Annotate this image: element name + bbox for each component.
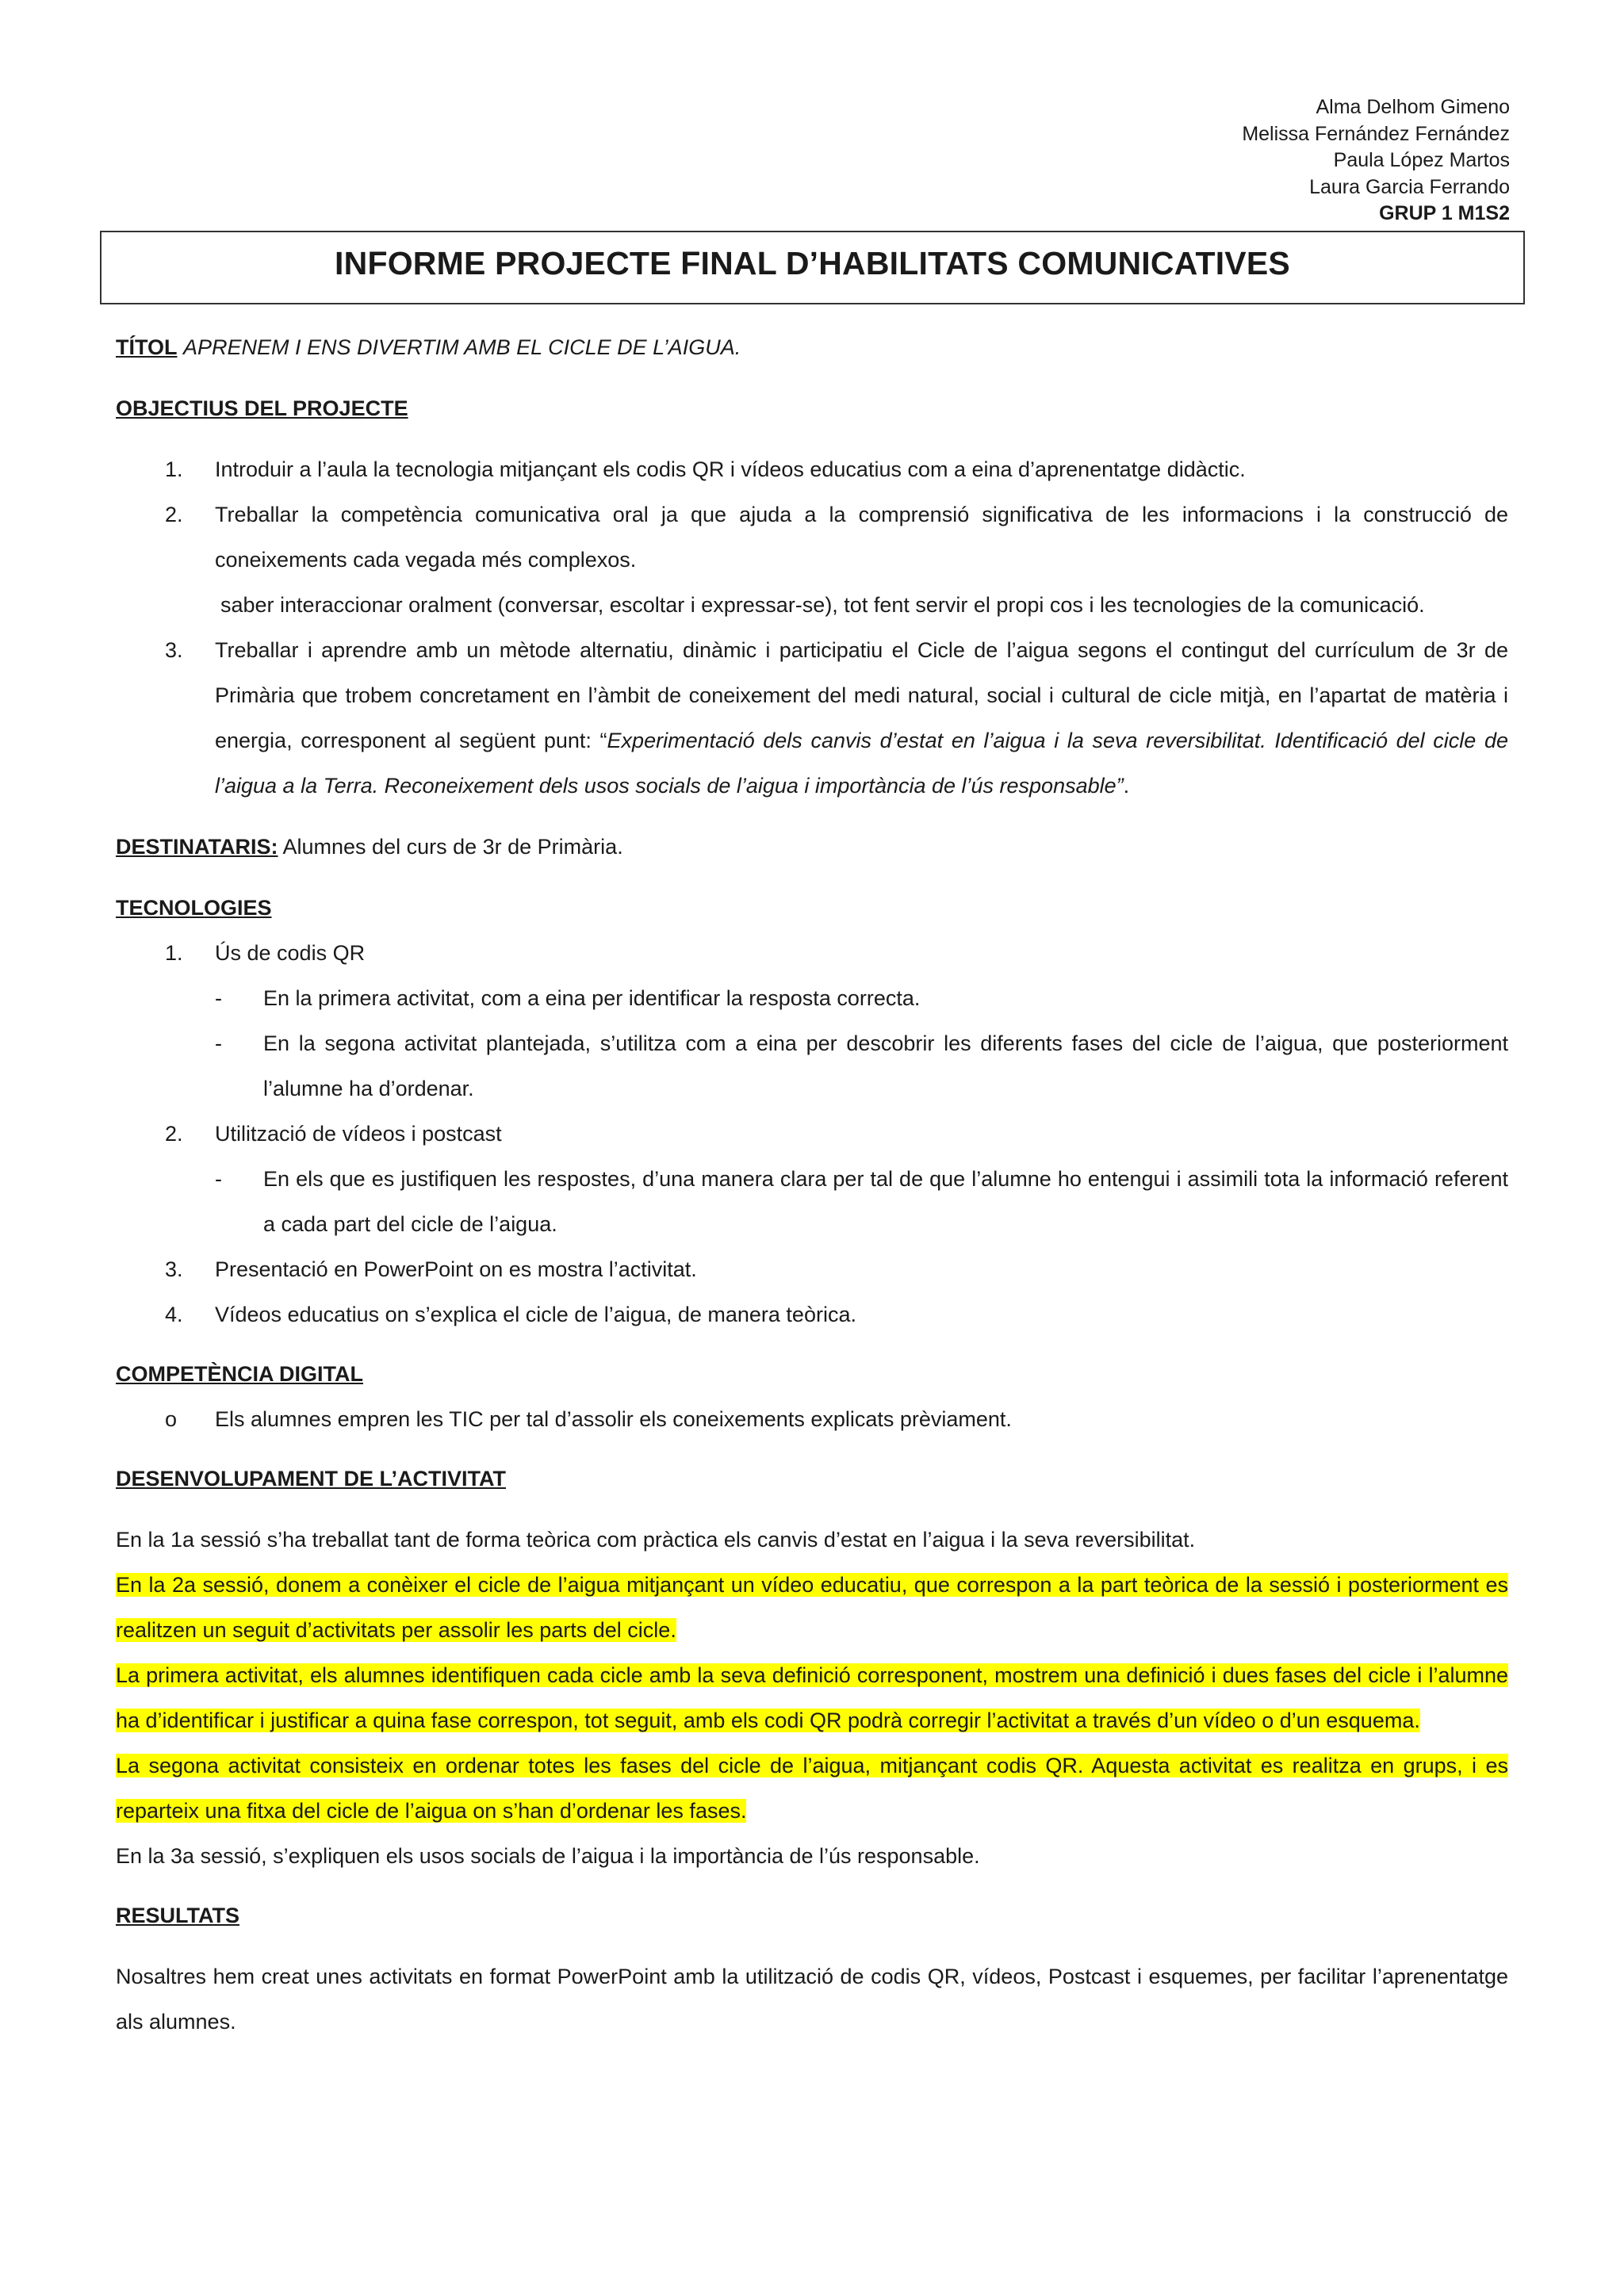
item-text: Treballar la competència comunicativa oral ja que ajuda a la comprensió significativa de les informacions i la construcció de coneixements cada vegada més complexos.: [215, 503, 1508, 572]
item-number: 2.: [165, 1122, 183, 1146]
desenvolupament-heading: DESENVOLUPAMENT DE L’ACTIVITAT: [116, 1467, 507, 1490]
technology-item: [116, 1292, 1508, 1337]
item-text: Ús de codis QR: [215, 941, 366, 965]
item-number: 3.: [165, 638, 183, 662]
highlighted-text: En la 2a sessió, donem a conèixer el cicle de l’aigua mitjançant un vídeo educatiu, que correspon a la part teòrica de la sessió i posteriorment es realitzen un seguit d’activitats per assolir les parts del cicle.: [116, 1573, 1508, 1642]
item-number: 1.: [165, 457, 183, 481]
author-name: Melissa Fernández Fernández: [1242, 122, 1510, 145]
group-label: GRUP 1 M1S2: [1379, 202, 1510, 224]
objective-continuation: saber interaccionar oralment (conversar, escoltar i expressar-se), tot fent servir el propi cos i les tecnologies de la comunicació.: [220, 593, 1425, 617]
author-list: [1242, 94, 1510, 228]
item-number: 2.: [165, 503, 183, 526]
technology-item: [116, 931, 1508, 976]
item-text: Presentació en PowerPoint on es mostra l’activitat.: [215, 1257, 697, 1281]
author-name: Laura Garcia Ferrando: [1309, 175, 1510, 198]
item-number: 3.: [165, 1257, 183, 1281]
item-text: Introduir a l’aula la tecnologia mitjançant els codis QR i vídeos educatius com a eina d’aprenentatge didàctic.: [215, 457, 1246, 481]
curriculum-quote: Experimentació dels canvis d’estat en l’aigua i la seva reversibilitat. Identificació del cicle de l’aigua a la Terra. Reconeixement dels usos socials de l’aigua i importància de l’ús responsable”: [215, 729, 1508, 798]
competencia-heading: COMPETÈNCIA DIGITAL: [116, 1362, 363, 1386]
highlighted-text: La segona activitat consisteix en ordenar totes les fases del cicle de l’aigua, mitjançant codis QR. Aquesta activitat es realitza en grups, i es reparteix una fitxa del cicle de l’aigua on s’han d’ordenar les fases.: [116, 1754, 1508, 1823]
session-paragraph: En la 1a sessió s’ha treballat tant de forma teòrica com pràctica els canvis d’estat en l’aigua i la seva reversibilitat.: [116, 1528, 1196, 1552]
dash-bullet: -: [215, 1167, 222, 1191]
item-number: 4.: [165, 1303, 183, 1326]
destinataris-line: [116, 825, 1508, 870]
destinataris-text: Alumnes del curs de 3r de Primària.: [278, 835, 623, 859]
objective-item: [116, 492, 1508, 583]
item-text: Utilització de vídeos i postcast: [215, 1122, 502, 1146]
author-name: Paula López Martos: [1333, 149, 1510, 171]
title-line: [116, 325, 1508, 370]
activity-paragraph-highlighted: [116, 1743, 1508, 1834]
dash-bullet: -: [215, 986, 222, 1010]
objective-item: [116, 628, 1508, 809]
destinataris-label: DESTINATARIS:: [116, 835, 278, 859]
subitem-text: En la primera activitat, com a eina per identificar la resposta correcta.: [263, 986, 921, 1010]
item-number: 1.: [165, 941, 183, 965]
project-title: APRENEM I ENS DIVERTIM AMB EL CICLE DE L’AIGUA.: [183, 335, 741, 359]
author-name: Alma Delhom Gimeno: [1316, 96, 1510, 118]
technology-subitem: [116, 976, 1508, 1021]
resultats-paragraph: Nosaltres hem creat unes activitats en format PowerPoint amb la utilització de codis QR, vídeos, Postcast i esquemes, per facilitar l’aprenentatge als alumnes.: [116, 1965, 1508, 2034]
session-paragraph-highlighted: [116, 1563, 1508, 1653]
tecnologies-heading: TECNOLOGIES: [116, 896, 272, 920]
circle-bullet: o: [165, 1407, 178, 1431]
subitem-text: En la segona activitat plantejada, s’utilitza com a eina per descobrir les diferents fases del cicle de l’aigua, que posteriorment l’alumne ha d’ordenar.: [263, 1031, 1508, 1100]
technology-subitem: [116, 1157, 1508, 1247]
objective-item: [116, 447, 1508, 492]
titol-label: TÍTOL: [116, 335, 178, 359]
item-text: Els alumnes empren les TIC per tal d’assolir els coneixements explicats prèviament.: [215, 1407, 1012, 1431]
item-text-end: .: [1123, 774, 1130, 798]
subitem-text: En els que es justifiquen les respostes, d’una manera clara per tal de que l’alumne ho entengui i assimili tota la informació referent a cada part del cicle de l’aigua.: [263, 1167, 1508, 1236]
report-title: INFORME PROJECTE FINAL D’HABILITATS COMUNICATIVES: [335, 245, 1290, 281]
competencia-item: [116, 1397, 1508, 1442]
technology-item: [116, 1247, 1508, 1292]
item-text: Treballar i aprendre amb un mètode alternatiu, dinàmic i participatiu el Cicle de l’aigua segons el contingut del currículum de 3r de Primària que trobem concretament en l’àmbit de coneixement del medi natural, social i cultural de cicle mitjà, en l’apartat de matèria i energia, corresponent al següent punt: “: [215, 638, 1508, 752]
technology-subitem: [116, 1021, 1508, 1112]
technology-item: [116, 1112, 1508, 1157]
title-box: [100, 231, 1525, 304]
session-paragraph: En la 3a sessió, s’expliquen els usos socials de l’aigua i la importància de l’ús responsable.: [116, 1844, 980, 1868]
resultats-heading: RESULTATS: [116, 1904, 239, 1927]
objectius-heading: OBJECTIUS DEL PROJECTE: [116, 396, 408, 420]
item-text: Vídeos educatius on s’explica el cicle de l’aigua, de manera teòrica.: [215, 1303, 856, 1326]
dash-bullet: -: [215, 1031, 222, 1055]
activity-paragraph-highlighted: [116, 1653, 1508, 1743]
highlighted-text: La primera activitat, els alumnes identifiquen cada cicle amb la seva definició corresponent, mostrem una definició i dues fases del cicle i l’alumne ha d’identificar i justificar a quina fase correspon, tot seguit, amb els codi QR podrà corregir l’activitat a través d’un vídeo o d’un esquema.: [116, 1663, 1508, 1732]
document-body: [116, 325, 1508, 2045]
